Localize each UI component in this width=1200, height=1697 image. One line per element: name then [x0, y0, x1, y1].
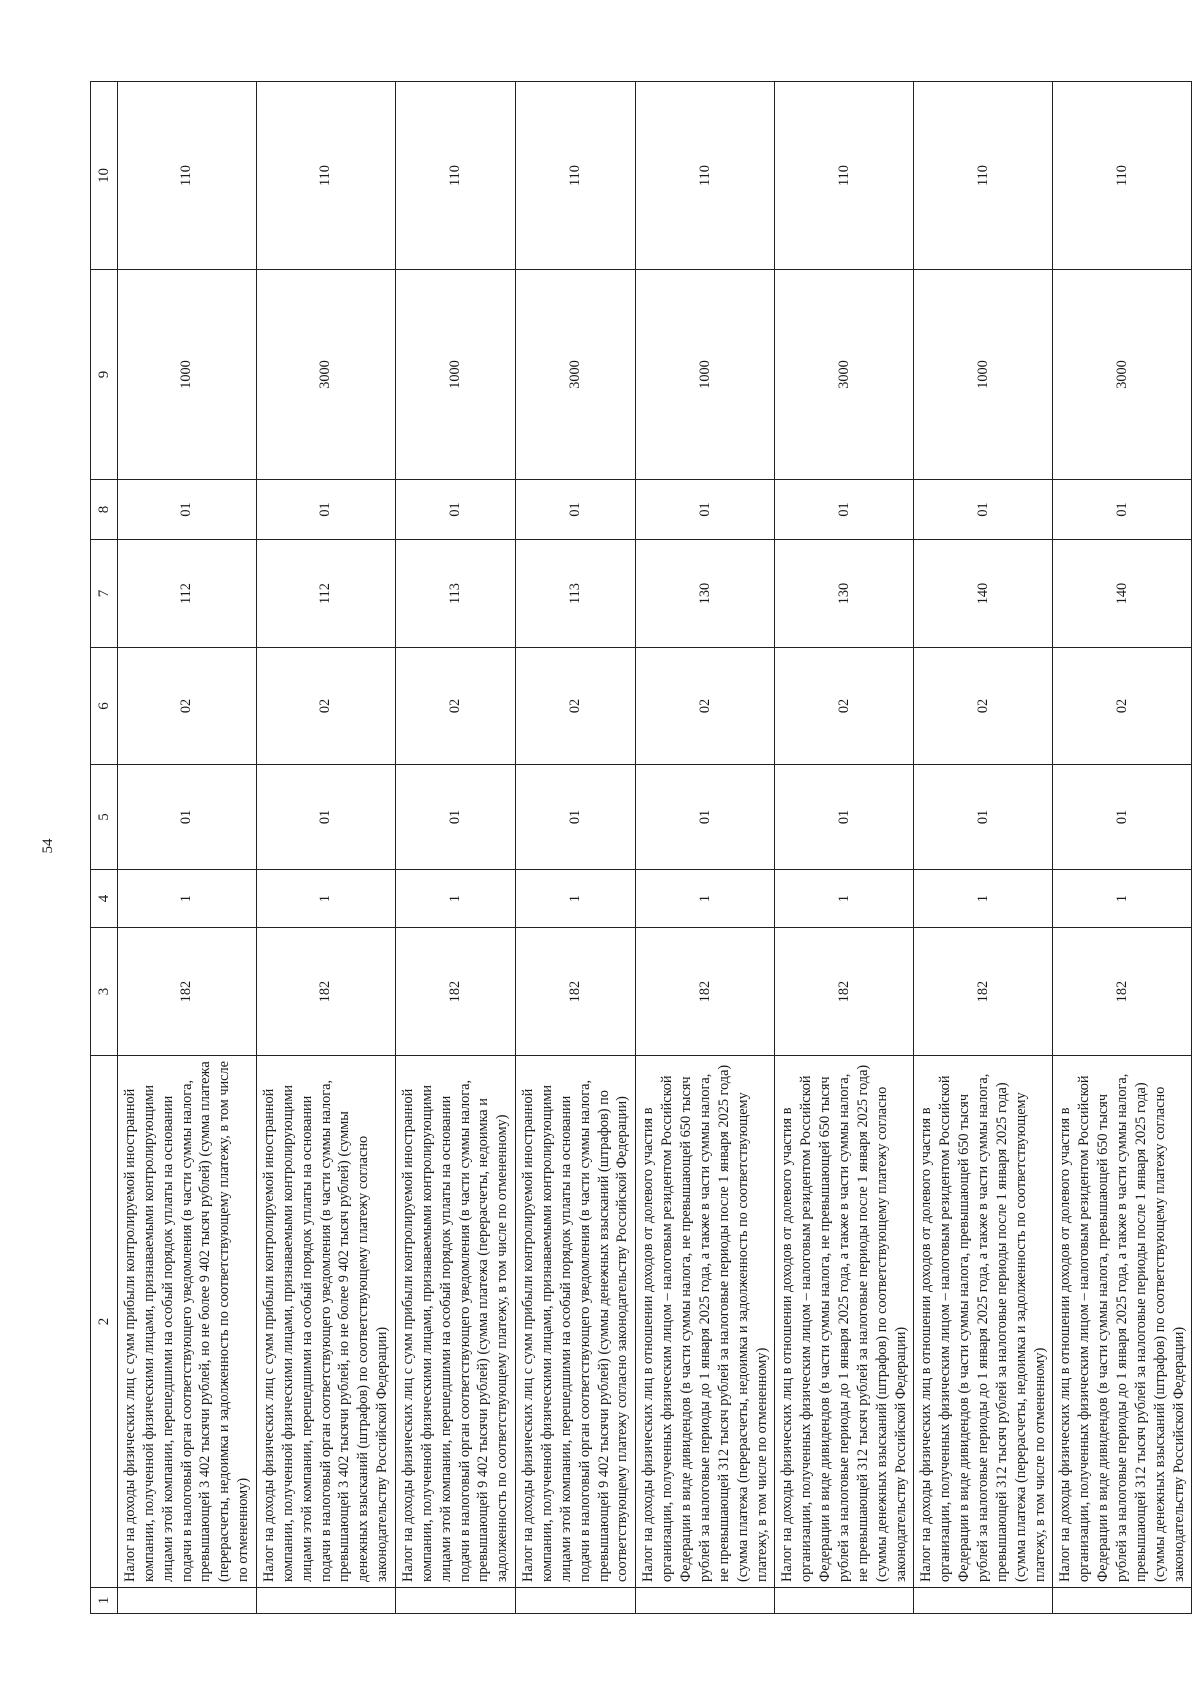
table-row	[118, 82, 257, 1614]
subgroup-cell: 01	[914, 765, 1053, 870]
article-cell: 02	[118, 648, 257, 765]
economic-code-cell: 110	[118, 82, 257, 270]
subarticle-cell: 113	[396, 540, 516, 648]
article-cell: 02	[257, 648, 396, 765]
admin-code-cell: 182	[914, 928, 1053, 1056]
subgroup-cell: 01	[636, 765, 775, 870]
column-header: 7	[91, 540, 118, 648]
subgroup-cell: 01	[118, 765, 257, 870]
column-header: 1	[91, 1588, 118, 1614]
program-code-cell: 1000	[914, 270, 1053, 480]
budget-classification-table	[90, 81, 1192, 1614]
description-cell: Налог на доходы физических лиц в отношении доходов от долевого участия в организации, полученных физическим лицом – налоговым резидентом Российской Федерации в виде дивидендов (в части суммы налога, превышающей 650 тысяч рублей за налоговые периоды до 1 января 2025 года, а также в части суммы налога, превышающей 312 тысяч рублей за налоговые периоды после 1 января 2025 года) (сумма платежа (перерасчеты, недоимка и задолженность по соответствующему платежу, в том числе по отмененному)	[914, 1056, 1053, 1588]
description-cell: Налог на доходы физических лиц в отношении доходов от долевого участия в организации, полученных физическим лицом – налоговым резидентом Российской Федерации в виде дивидендов (в части суммы налога, превышающей 650 тысяч рублей за налоговые периоды до 1 января 2025 года, а также в части суммы налога, превышающей 312 тысяч рублей за налоговые периоды после 1 января 2025 года) (суммы денежных взысканий (штрафов) по соответствующему платежу согласно законодательству Российской Федерации)	[1053, 1056, 1192, 1588]
column-header: 9	[91, 270, 118, 480]
admin-code-cell: 182	[396, 928, 516, 1056]
article-cell: 02	[516, 648, 636, 765]
economic-code-cell: 110	[636, 82, 775, 270]
description-cell: Налог на доходы физических лиц в отношении доходов от долевого участия в организации, полученных физическим лицом – налоговым резидентом Российской Федерации в виде дивидендов (в части суммы налога, не превышающей 650 тысяч рублей за налоговые периоды до 1 января 2025 года, а также в части суммы налога, не превышающей 312 тысяч рублей за налоговые периоды после 1 января 2025 года) (сумма платежа (перерасчеты, недоимка и задолженность по соответствующему платежу, в том числе по отмененному)	[636, 1056, 775, 1588]
column-header: 4	[91, 870, 118, 928]
row-number-cell	[775, 1588, 914, 1614]
description-cell: Налог на доходы физических лиц с сумм прибыли контролируемой иностранной компании, полученной физическими лицами, признаваемыми контролирующими лицами этой компании, перешедшими на особый порядок уплаты на основании подачи в налоговый орган соответствующего уведомления (в части суммы налога, превышающей 3 402 тысячи рублей, но не более 9 402 тысяч рублей) (сумма платежа (перерасчеты, недоимка и задолженность по соответствующему платежу, в том числе по отмененному)	[118, 1056, 257, 1588]
program-code-cell: 3000	[516, 270, 636, 480]
program-code-cell: 1000	[118, 270, 257, 480]
group-cell: 1	[118, 870, 257, 928]
article-cell: 02	[914, 648, 1053, 765]
column-header: 8	[91, 480, 118, 540]
table-row	[1053, 82, 1192, 1614]
row-number-cell	[914, 1588, 1053, 1614]
program-code-cell: 3000	[257, 270, 396, 480]
group-cell: 1	[257, 870, 396, 928]
row-number-cell	[1053, 1588, 1192, 1614]
group-cell: 1	[516, 870, 636, 928]
row-number-cell	[118, 1588, 257, 1614]
program-code-cell: 3000	[775, 270, 914, 480]
subarticle-cell: 140	[914, 540, 1053, 648]
table-row	[516, 82, 636, 1614]
column-header: 5	[91, 765, 118, 870]
article-cell: 02	[775, 648, 914, 765]
column-header: 2	[91, 1056, 118, 1588]
description-cell: Налог на доходы физических лиц с сумм прибыли контролируемой иностранной компании, полученной физическими лицами, признаваемыми контролирующими лицами этой компании, перешедшими на особый порядок уплаты на основании подачи в налоговый орган соответствующего уведомления (в части суммы налога, превышающей 9 402 тысячи рублей) (суммы денежных взысканий (штрафов) по соответствующему платежу согласно законодательству Российской Федерации)	[516, 1056, 636, 1588]
subarticle-cell: 112	[118, 540, 257, 648]
subarticle-cell: 113	[516, 540, 636, 648]
group-cell: 1	[775, 870, 914, 928]
table-row	[396, 82, 516, 1614]
row-number-cell	[636, 1588, 775, 1614]
economic-code-cell: 110	[516, 82, 636, 270]
subarticle-cell: 140	[1053, 540, 1192, 648]
article-cell: 02	[636, 648, 775, 765]
rotated-table-container	[90, 82, 1187, 1614]
element-cell: 01	[257, 480, 396, 540]
column-header: 10	[91, 82, 118, 270]
admin-code-cell: 182	[118, 928, 257, 1056]
subarticle-cell: 130	[636, 540, 775, 648]
subgroup-cell: 01	[775, 765, 914, 870]
row-number-cell	[396, 1588, 516, 1614]
group-cell: 1	[396, 870, 516, 928]
article-cell: 02	[1053, 648, 1192, 765]
element-cell: 01	[516, 480, 636, 540]
table-row	[636, 82, 775, 1614]
program-code-cell: 1000	[636, 270, 775, 480]
element-cell: 01	[396, 480, 516, 540]
subgroup-cell: 01	[257, 765, 396, 870]
subgroup-cell: 01	[396, 765, 516, 870]
subgroup-cell: 01	[1053, 765, 1192, 870]
economic-code-cell: 110	[396, 82, 516, 270]
element-cell: 01	[914, 480, 1053, 540]
group-cell: 1	[1053, 870, 1192, 928]
economic-code-cell: 110	[257, 82, 396, 270]
table-row	[914, 82, 1053, 1614]
description-cell: Налог на доходы физических лиц с сумм прибыли контролируемой иностранной компании, полученной физическими лицами, признаваемыми контролирующими лицами этой компании, перешедшими на особый порядок уплаты на основании подачи в налоговый орган соответствующего уведомления (в части суммы налога, превышающей 3 402 тысячи рублей, но не более 9 402 тысяч рублей) (суммы денежных взысканий (штрафов) по соответствующему платежу согласно законодательству Российской Федерации)	[257, 1056, 396, 1588]
economic-code-cell: 110	[775, 82, 914, 270]
admin-code-cell: 182	[516, 928, 636, 1056]
program-code-cell: 3000	[1053, 270, 1192, 480]
economic-code-cell: 110	[1053, 82, 1192, 270]
subgroup-cell: 01	[516, 765, 636, 870]
element-cell: 01	[1053, 480, 1192, 540]
row-number-cell	[516, 1588, 636, 1614]
page-number: 54	[40, 838, 56, 854]
group-cell: 1	[914, 870, 1053, 928]
element-cell: 01	[118, 480, 257, 540]
element-cell: 01	[775, 480, 914, 540]
table-row	[257, 82, 396, 1614]
article-cell: 02	[396, 648, 516, 765]
row-number-cell	[257, 1588, 396, 1614]
program-code-cell: 1000	[396, 270, 516, 480]
admin-code-cell: 182	[775, 928, 914, 1056]
column-header: 3	[91, 928, 118, 1056]
description-cell: Налог на доходы физических лиц с сумм прибыли контролируемой иностранной компании, полученной физическими лицами, признаваемыми контролирующими лицами этой компании, перешедшими на особый порядок уплаты на основании подачи в налоговый орган соответствующего уведомления (в части суммы налога, превышающей 9 402 тысячи рублей) (сумма платежа (перерасчеты, недоимка и задолженность по соответствующему платежу, в том числе по отмененному)	[396, 1056, 516, 1588]
header-row	[91, 82, 118, 1614]
subarticle-cell: 130	[775, 540, 914, 648]
admin-code-cell: 182	[636, 928, 775, 1056]
group-cell: 1	[636, 870, 775, 928]
admin-code-cell: 182	[1053, 928, 1192, 1056]
economic-code-cell: 110	[914, 82, 1053, 270]
element-cell: 01	[636, 480, 775, 540]
subarticle-cell: 112	[257, 540, 396, 648]
admin-code-cell: 182	[257, 928, 396, 1056]
column-header: 6	[91, 648, 118, 765]
table-row	[775, 82, 914, 1614]
description-cell: Налог на доходы физических лиц в отношении доходов от долевого участия в организации, полученных физическим лицом – налоговым резидентом Российской Федерации в виде дивидендов (в части суммы налога, не превышающей 650 тысяч рублей за налоговые периоды до 1 января 2025 года, а также в части суммы налога, не превышающей 312 тысяч рублей за налоговые периоды после 1 января 2025 года) (суммы денежных взысканий (штрафов) по соответствующему платежу согласно законодательству Российской Федерации)	[775, 1056, 914, 1588]
